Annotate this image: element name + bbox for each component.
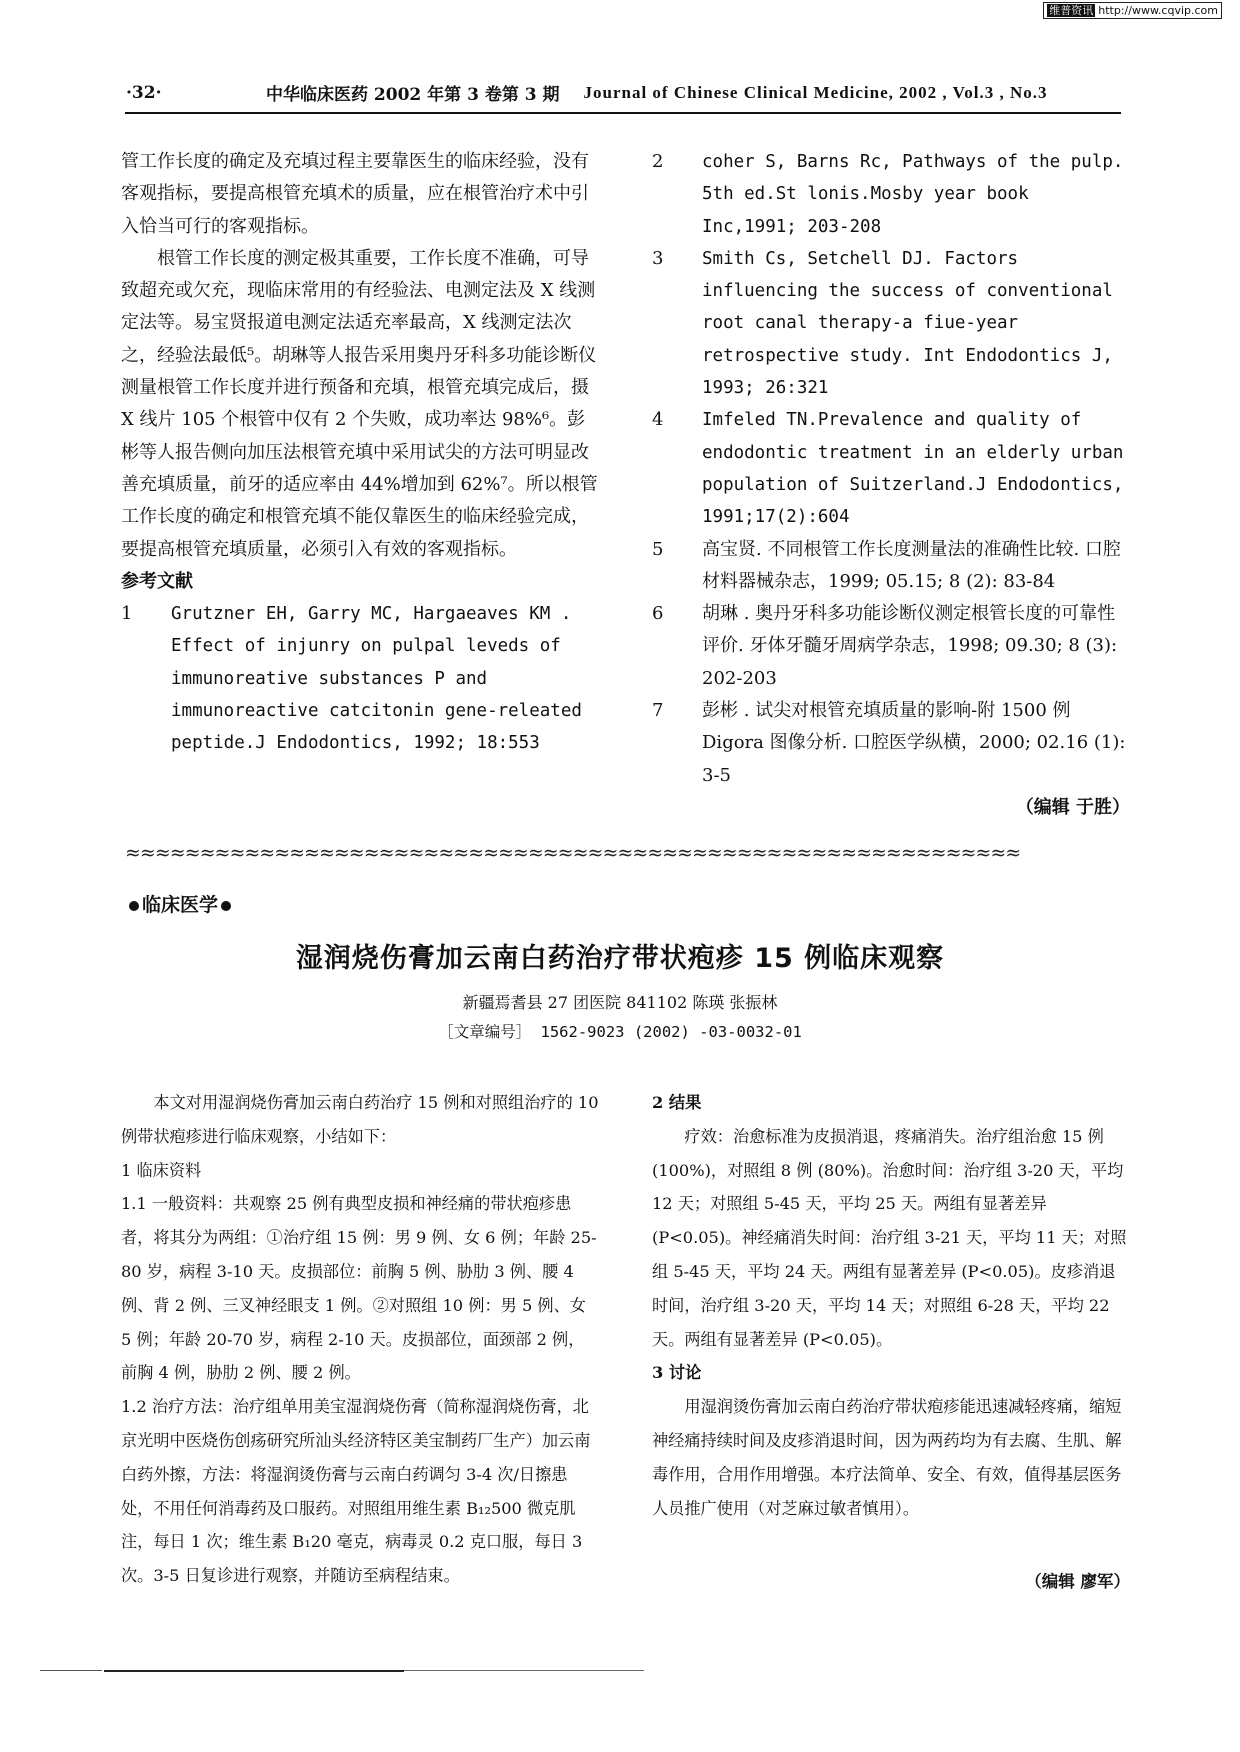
- article-right-column: [652, 1086, 1130, 1525]
- article-byline: 新疆焉耆县 27 团医院 841102 陈瑛 张振林: [462, 993, 778, 1012]
- reference-text: 彭彬 . 试尖对根管充填质量的影响-附 1500 例 Digora 图像分析. 口腔医学纵横，2000; 02.16 (1): 3-5: [702, 700, 1126, 786]
- article-paragraph: 疗效：治愈标准为皮损消退，疼痛消失。治疗组治愈 15 例 (100%)，对照组 8 例 (80%)。治愈时间：治疗组 3-20 天，平均 12 天；对照组 5-45 天，平均 25 天。两组有显著差异 (P<0.05)。神经痛消失时间：治疗组 3-21 天，平均 11 天；对照组 5-45 天，平均 24 天。两组有显著差异 (P<0.05)。皮疹消退时间，治疗组 3-20 天，平均 14 天；对照组 6-28 天，平均 22 天。两组有显著差异 (P<0.05)。: [652, 1126, 1127, 1349]
- reference-number: 2: [652, 151, 664, 172]
- section-heading: 2 结果: [652, 1093, 702, 1112]
- bullet-icon: [221, 901, 231, 911]
- reference-number: 3: [652, 247, 664, 269]
- reference-text: Grutzner EH, Garry MC, Hargaeaves KM . Effect of injunry on pulpal leveds of immunoreative substances P and immunoreactive catcitonin gene-releated peptide.J Endodontics, 1992; 18:553: [171, 604, 582, 754]
- section-heading: 1 临床资料: [121, 1160, 202, 1180]
- article-paragraph: 本文对用湿润烧伤膏加云南白药治疗 15 例和对照组治疗的 10 例带状疱疹进行临床观察，小结如下：: [121, 1093, 599, 1146]
- reference-item: [652, 243, 1130, 404]
- section-heading: 3 讨论: [652, 1363, 702, 1383]
- reference-number: 5: [652, 538, 664, 560]
- prev-article-left-column: [121, 146, 599, 760]
- prev-article-right-column: [652, 146, 1130, 824]
- reference-text: 胡琳 . 奥丹牙科多功能诊断仪测定根管长度的可靠性评价. 牙体牙髓牙周病学杂志，1998; 09.30; 8 (3): 202-203: [702, 603, 1118, 689]
- article-paragraph: 1.2 治疗方法：治疗组单用美宝湿润烧伤膏（简称湿润烧伤膏，北京光明中医烧伤创疡研究所汕头经济特区美宝制药厂生产）加云南白药外擦，方法：将湿润烫伤膏与云南白药调匀 3-4 次/日擦患处，不用任何消毒药及口服药。对照组用维生素 B₁₂500 微克肌注，每日 1 次；维生素 B₁20 毫克，病毒灵 0.2 克口服，每日 3 次。3-5 日复诊进行观察，并随访至病程结束。: [121, 1397, 591, 1586]
- scan-line: [404, 1670, 644, 1671]
- scan-line: [104, 1670, 404, 1672]
- watermark[interactable]: [1043, 2, 1222, 19]
- reference-item: [652, 598, 1130, 695]
- editor-credit: （编辑 廖军）: [1025, 1572, 1130, 1591]
- scan-line: [40, 1670, 102, 1671]
- article-separator: ≈≈≈≈≈≈≈≈≈≈≈≈≈≈≈≈≈≈≈≈≈≈≈≈≈≈≈≈≈≈≈≈≈≈≈≈≈≈≈≈≈≈≈≈≈≈≈≈≈≈≈≈≈≈≈≈≈≈≈≈: [125, 842, 1021, 864]
- article-left-column: [121, 1086, 599, 1593]
- article-paragraph: 用湿润烫伤膏加云南白药治疗带状疱疹能迅速减轻疼痛，缩短神经痛持续时间及皮疹消退时间，因为两药均为有去腐、生肌、解毒作用，合用作用增强。本疗法简单、安全、有效，值得基层医务人员推广使用（对芝麻过敏者慎用）。: [652, 1397, 1122, 1518]
- section-tag: [126, 890, 234, 917]
- watermark-label: 维普资讯: [1049, 4, 1094, 17]
- references-heading: 参考文献: [121, 570, 193, 592]
- editor-credit: （编辑 于胜）: [1015, 796, 1130, 818]
- watermark-url[interactable]: http://www.cqvip.com: [1098, 4, 1218, 17]
- reference-number: 4: [652, 409, 664, 431]
- section-label: 临床医学: [142, 894, 219, 916]
- page-number: ·32·: [126, 82, 162, 103]
- bullet-icon: [129, 901, 139, 911]
- header-rule: [125, 112, 1121, 114]
- reference-item: [652, 404, 1130, 533]
- article-title: 湿润烧伤膏加云南白药治疗带状疱疹 15 例临床观察: [295, 943, 945, 974]
- reference-number: 7: [652, 700, 664, 722]
- reference-number: 6: [652, 603, 664, 625]
- running-head: [126, 80, 1116, 105]
- prev-paragraph: 根管工作长度的测定极其重要，工作长度不准确，可导致超充或欠充，现临床常用的有经验法、电测定法及 X 线测定法等。易宝贤报道电测定法适充率最高，X 线测定法次之，经验法最低⁵。胡琳等人报告采用奥丹牙科多功能诊断仪测量根管工作长度并进行预备和充填，根管充填完成后，摄 X 线片 105 个根管中仅有 2 个失败，成功率达 98%⁶。彭彬等人报告侧向加压法根管充填中采用试尖的方法可明显改善充填质量，前牙的适应率由 44%增加到 62%⁷。所以根管工作长度的确定和根管充填不能仅靠医生的临床经验完成，要提高根管充填质量，必须引入有效的客观指标。: [121, 247, 598, 560]
- reference-number: 1: [121, 603, 133, 625]
- reference-item: [652, 695, 1130, 792]
- prev-paragraph: 管工作长度的确定及充填过程主要靠医生的临床经验，没有客观指标，要提高根管充填术的质量，应在根管治疗术中引入恰当可行的客观指标。: [121, 151, 589, 237]
- reference-item: [652, 146, 1130, 243]
- reference-text: 高宝贤. 不同根管工作长度测量法的准确性比较. 口腔材料器械杂志，1999; 05.15; 8 (2): 83-84: [702, 538, 1121, 592]
- article-paragraph: 1.1 一般资料：共观察 25 例有典型皮损和神经痛的带状疱疹患者，将其分为两组：①治疗组 15 例：男 9 例、女 6 例；年龄 25-80 岁，病程 3-10 天。皮损部位：前胸 5 例、胁肋 3 例、腰 4 例、背 2 例、三叉神经眼支 1 例。②对照组 10 例：男 5 例、女 5 例；年龄 20-70 岁，病程 2-10 天。皮损部位，面颈部 2 例，前胸 4 例，胁肋 2 例、腰 2 例。: [121, 1194, 597, 1383]
- reference-item: [652, 534, 1130, 599]
- article-number: ［文章编号］ 1562-9023 (2002) -03-0032-01: [438, 1023, 802, 1041]
- journal-title-en: Journal of Chinese Clinical Medicine, 2002 , Vol.3 , No.3: [583, 82, 1048, 102]
- reference-text: coher S, Barns Rc, Pathways of the pulp. 5th ed.St lonis.Mosby year book Inc,1991; 203-208: [702, 152, 1124, 237]
- reference-text: Imfeled TN.Prevalence and quality of endodontic treatment in an elderly urban population of Suitzerland.J Endodontics, 1991;17(2):604: [702, 410, 1124, 528]
- journal-title-cn: 中华临床医药 2002 年第 3 卷第 3 期: [266, 85, 560, 105]
- reference-text: Smith Cs, Setchell DJ. Factors influencing the success of conventional root canal therapy-a fiue-year retrospective study. Int Endodontics J, 1993; 26:321: [702, 248, 1113, 399]
- reference-item: [121, 598, 599, 759]
